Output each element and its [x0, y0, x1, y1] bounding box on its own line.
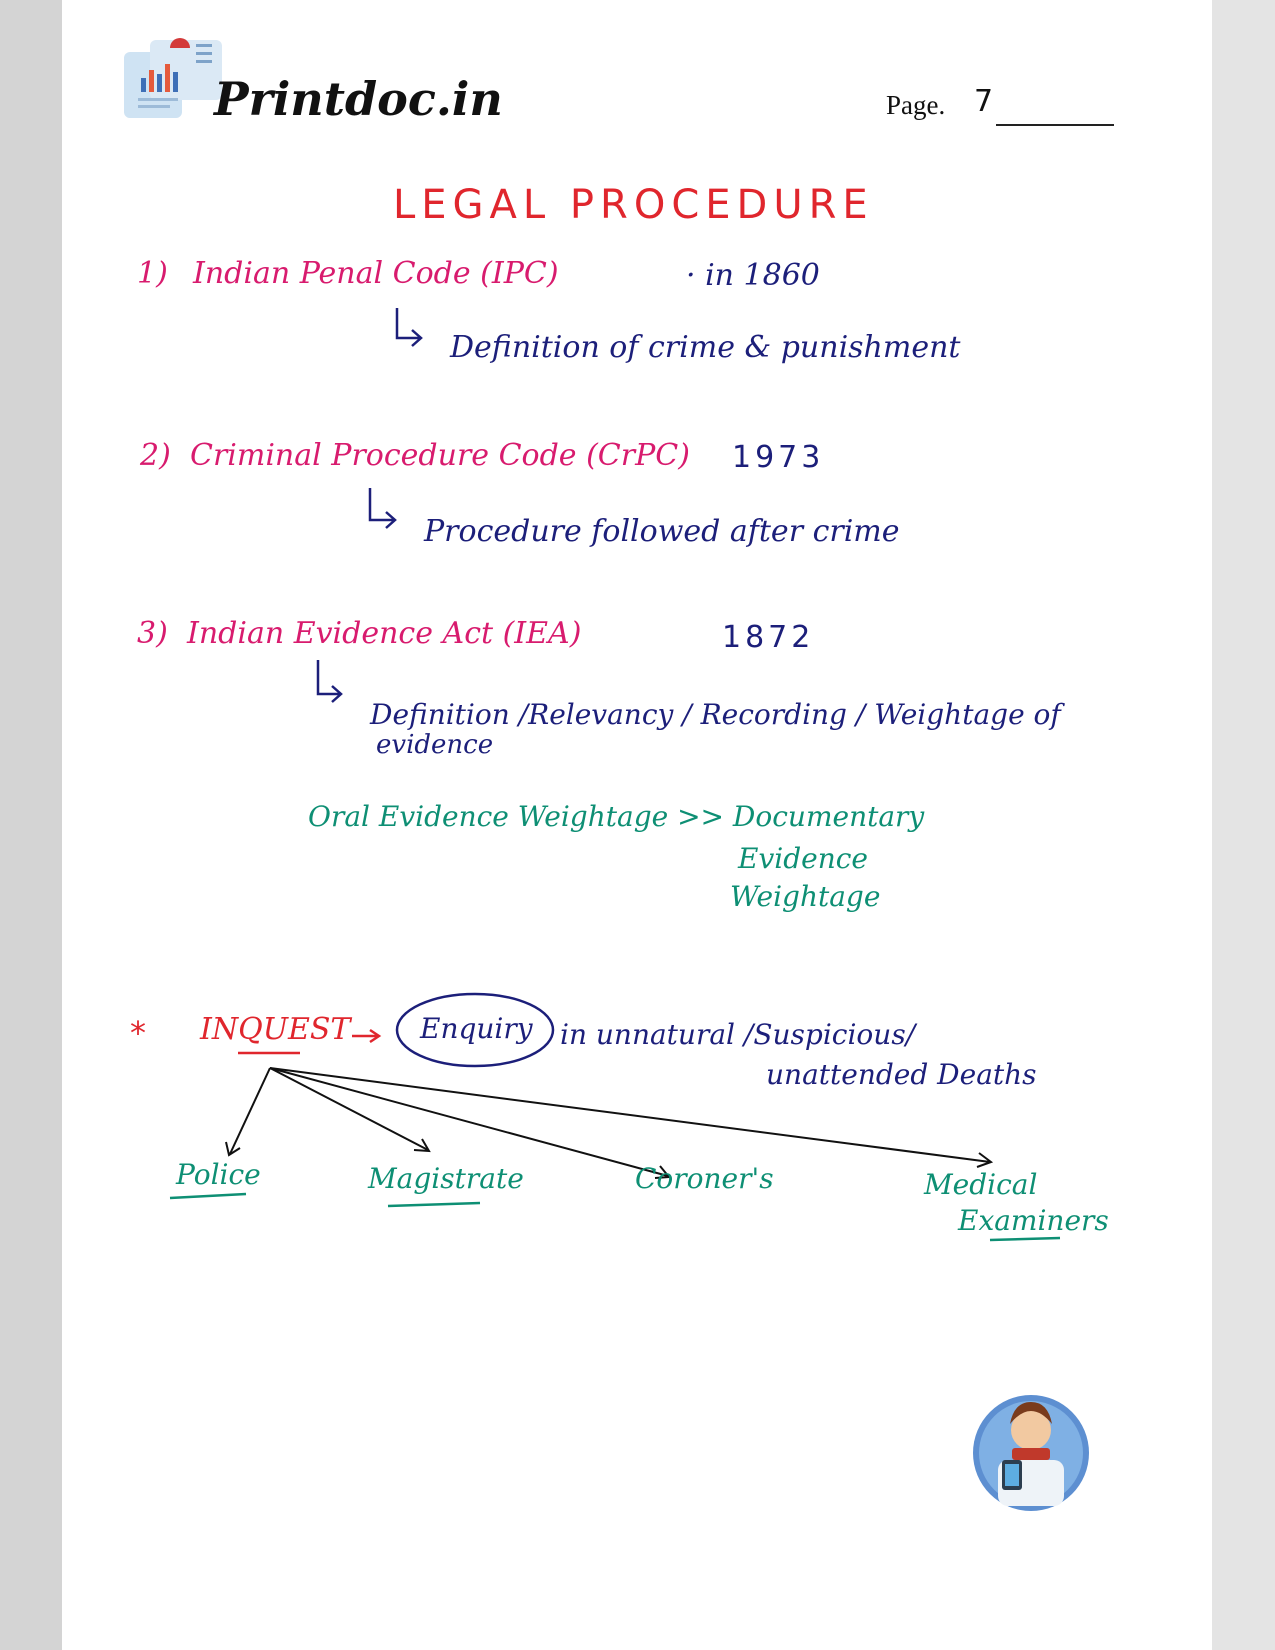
- examiners-underline: [990, 1238, 1060, 1240]
- arrow-icon-ipc: [397, 308, 421, 346]
- inquest-type-magistrate: Magistrate: [368, 1162, 524, 1195]
- item-name-iea: Indian Evidence Act (IEA): [187, 616, 582, 651]
- document-chart-icon: [124, 38, 222, 118]
- page-label: Page.: [886, 90, 946, 120]
- item-name-crpc: Criminal Procedure Code (CrPC): [190, 438, 690, 473]
- item-note-crpc: Procedure followed after crime: [424, 514, 900, 549]
- item-note-iea-line1: Definition /Relevancy / Recording / Weightage of: [370, 698, 1061, 731]
- branch-arrow-police: [226, 1068, 270, 1155]
- page-title: LEGAL PROCEDURE: [393, 182, 874, 228]
- item-name-ipc: Indian Penal Code (IPC): [193, 256, 559, 291]
- inquest-label: INQUEST: [200, 1012, 351, 1047]
- evidence-comparison-line2: Evidence: [738, 842, 868, 875]
- inquest-type-coroner: Coroner's: [635, 1162, 774, 1195]
- page-number: 7: [974, 84, 994, 119]
- inquest-arrow-icon: [352, 1030, 379, 1042]
- inquest-description-line1: in unnatural /Suspicious/: [560, 1018, 916, 1051]
- star-icon: *: [130, 1014, 146, 1052]
- item-number-1: 1): [137, 256, 168, 291]
- item-year-ipc: · in 1860: [686, 258, 820, 293]
- doctor-with-tablet-icon: [973, 1395, 1089, 1511]
- inquest-type-police: Police: [176, 1158, 261, 1191]
- page-number-line: [996, 124, 1114, 126]
- enquiry-word: Enquiry: [420, 1012, 533, 1045]
- item-year-iea: 1872: [722, 620, 815, 655]
- inquest-type-examiners: Examiners: [958, 1204, 1109, 1237]
- item-number-2: 2): [140, 438, 171, 473]
- inquest-type-medical: Medical: [924, 1168, 1038, 1201]
- branch-arrow-magistrate: [270, 1068, 429, 1151]
- evidence-comparison-line3: Weightage: [730, 880, 881, 913]
- item-note-iea-line2: evidence: [376, 730, 494, 760]
- magistrate-underline: [388, 1203, 480, 1206]
- arrow-icon-crpc: [370, 488, 395, 528]
- evidence-comparison: Oral Evidence Weightage >> Documentary: [308, 800, 925, 833]
- brand-name: Printdoc.in: [214, 72, 503, 126]
- item-year-crpc: 1973: [732, 440, 825, 475]
- inquest-description-line2: unattended Deaths: [766, 1058, 1037, 1091]
- item-note-ipc: Definition of crime & punishment: [450, 330, 961, 365]
- police-underline: [170, 1194, 246, 1198]
- item-number-3: 3): [137, 616, 168, 651]
- arrow-icon-iea: [318, 660, 341, 702]
